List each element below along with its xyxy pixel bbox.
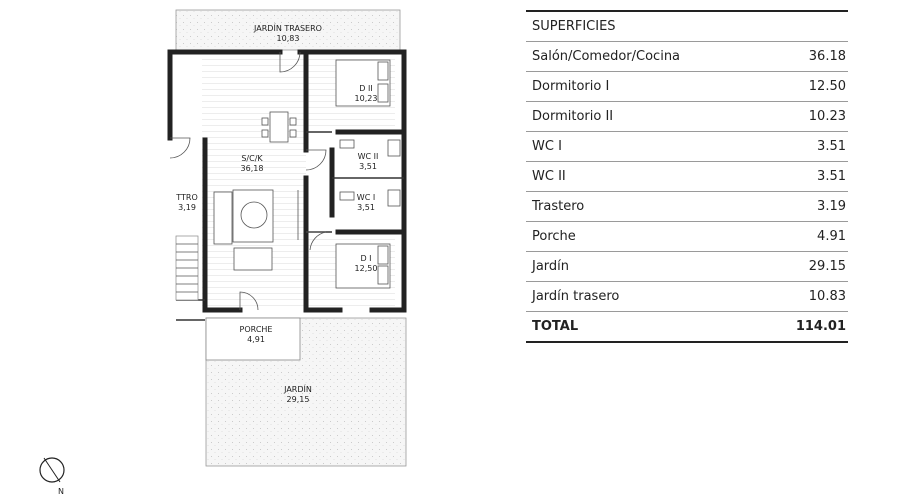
room-name-cell: WC II xyxy=(526,162,761,192)
table-row xyxy=(526,192,848,222)
north-label: N xyxy=(58,487,64,496)
surfaces-title: SUPERFICIES xyxy=(526,11,848,42)
room-area-cell: 3.19 xyxy=(761,192,848,222)
room-area-living: 36,18 xyxy=(240,164,264,173)
table-row xyxy=(526,102,848,132)
stairs xyxy=(176,236,198,300)
table-row xyxy=(526,162,848,192)
room-area-garden: 29,15 xyxy=(286,395,310,404)
total-value: 114.01 xyxy=(761,312,848,343)
room-area-cell: 3.51 xyxy=(761,162,848,192)
table-row xyxy=(526,282,848,312)
room-name-cell: Salón/Comedor/Cocina xyxy=(526,42,761,72)
room-area-bedroom-2: 10,23 xyxy=(354,94,378,103)
room-label-living: S/C/K xyxy=(241,154,263,163)
room-area-porch: 4,91 xyxy=(247,335,265,344)
room-name-cell: WC I xyxy=(526,132,761,162)
north-arrow-icon xyxy=(40,458,64,496)
room-label-storage: TTRO xyxy=(176,193,198,202)
room-area-wc-2: 3,51 xyxy=(359,162,377,171)
room-label-porch: PORCHE xyxy=(239,325,273,334)
table-row xyxy=(526,222,848,252)
room-label-wc-1: WC I xyxy=(356,193,376,202)
room-label-back-garden: JARDÍN TRASERO xyxy=(254,24,322,33)
room-area-cell: 3.51 xyxy=(761,132,848,162)
table-row xyxy=(526,252,848,282)
total-label: TOTAL xyxy=(526,312,761,343)
room-name-cell: Trastero xyxy=(526,192,761,222)
table-row xyxy=(526,42,848,72)
room-area-back-garden: 10,83 xyxy=(276,34,300,43)
room-name-cell: Jardín trasero xyxy=(526,282,761,312)
surfaces-table-header xyxy=(526,11,848,42)
room-area-cell: 12.50 xyxy=(761,72,848,102)
room-area-cell: 36.18 xyxy=(761,42,848,72)
room-name-cell: Dormitorio I xyxy=(526,72,761,102)
room-label-garden: JARDÍN xyxy=(284,385,312,394)
room-name-cell: Dormitorio II xyxy=(526,102,761,132)
table-row xyxy=(526,132,848,162)
room-label-bedroom-2: D II xyxy=(359,84,373,93)
room-name-cell: Jardín xyxy=(526,252,761,282)
surfaces-table xyxy=(526,10,848,343)
room-area-cell: 10.83 xyxy=(761,282,848,312)
interior-floor xyxy=(202,55,306,310)
room-label-wc-2: WC II xyxy=(357,152,379,161)
total-row xyxy=(526,312,848,343)
table-row xyxy=(526,72,848,102)
room-label-bedroom-1: D I xyxy=(360,254,372,263)
room-area-cell: 4.91 xyxy=(761,222,848,252)
room-name-cell: Porche xyxy=(526,222,761,252)
room-area-bedroom-1: 12,50 xyxy=(354,264,378,273)
room-area-storage: 3,19 xyxy=(178,203,196,212)
room-area-cell: 10.23 xyxy=(761,102,848,132)
room-area-wc-1: 3,51 xyxy=(357,203,375,212)
room-area-cell: 29.15 xyxy=(761,252,848,282)
